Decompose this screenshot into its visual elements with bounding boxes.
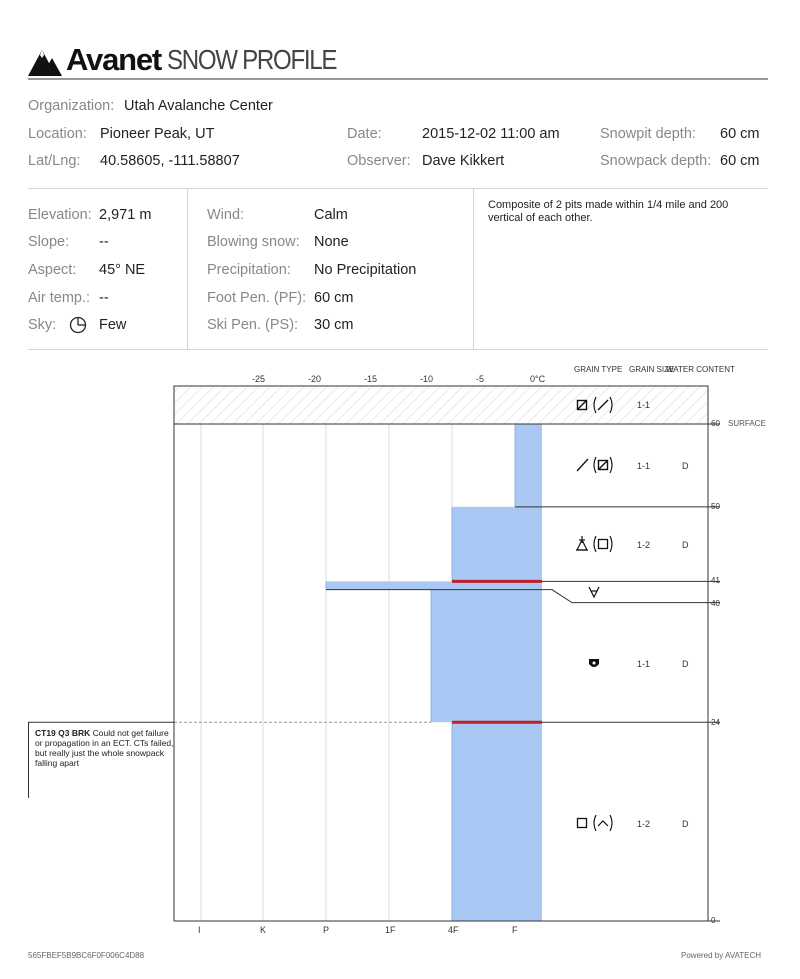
sky-label: Sky: [28, 317, 57, 333]
layer-water-content: D [682, 819, 689, 829]
ski-pen-label: Ski Pen. (PS): [207, 317, 299, 333]
stability-test-note [28, 722, 174, 798]
depth-hoar-in-parens-icon [594, 815, 612, 831]
layer-bar [515, 424, 542, 507]
faceted-icon [578, 819, 587, 828]
snowpit-depth-value: 60 cm [720, 126, 760, 142]
temp-tick: -5 [476, 374, 485, 384]
stability-test-comment: Could not get failure or propagation in an ECT. CTs failed, but really just the whole snowpack falling apart [35, 728, 174, 768]
rounded-in-parens-icon [594, 457, 612, 473]
hardness-tick: F [512, 925, 518, 935]
foot-pen-value: 60 cm [314, 290, 354, 306]
layer-water-content: D [682, 540, 689, 550]
layer-grain-size: 1-2 [637, 819, 651, 829]
grain-size-header: GRAIN SIZE [629, 365, 675, 374]
melt-freeze-icon [589, 659, 599, 667]
hardness-tick: K [260, 925, 267, 935]
grain-type-icons [576, 397, 612, 831]
depth-label: 40 [711, 599, 720, 608]
airtemp-label: Air temp.: [28, 290, 91, 306]
temp-tick: -25 [252, 374, 266, 384]
sky-few-icon [69, 316, 87, 334]
decomposing-icon [577, 459, 588, 471]
depth-label: 60 [711, 419, 720, 428]
surface-label: SURFACE [728, 419, 766, 428]
snowpack-depth-value: 60 cm [720, 153, 760, 169]
hardness-tick: P [323, 925, 330, 935]
location-value: Pioneer Peak, UT [100, 126, 215, 142]
powered-by: Powered by AVATECH [681, 951, 762, 960]
depth-label: 41 [711, 576, 720, 585]
wind-label: Wind: [207, 207, 245, 223]
depth-label: 24 [711, 718, 720, 727]
profile-notes: Composite of 2 pits made within 1/4 mile and 200 vertical of each other. [488, 199, 729, 224]
layer-bars [326, 424, 542, 921]
precipitation-label: Precipitation: [207, 262, 291, 278]
precipitation-value: No Precipitation [314, 262, 417, 278]
brand-name: Avanet [66, 42, 162, 77]
latlng-label: Lat/Lng: [28, 153, 81, 169]
organization-value: Utah Avalanche Center [124, 98, 273, 114]
faceted-rounded-icon [576, 536, 588, 550]
temp-tick: -20 [308, 374, 322, 384]
temp-tick: -10 [420, 374, 434, 384]
snow-profile-chart [0, 355, 800, 940]
layer-water-content: D [682, 461, 689, 471]
temp-tick: -15 [364, 374, 378, 384]
hardness-tick: 4F [448, 925, 459, 935]
elevation-value: 2,971 m [99, 207, 152, 223]
observer-value: Dave Kikkert [422, 153, 505, 169]
conditions-divider [28, 349, 768, 350]
temp-tick: 0°C [530, 374, 546, 384]
sky-value: Few [99, 317, 127, 333]
depth-label: 50 [711, 502, 720, 511]
aspect-label: Aspect: [28, 262, 77, 278]
date-value: 2015-12-02 11:00 am [422, 126, 560, 142]
stability-test-text [35, 728, 174, 768]
surface-air-band [174, 386, 708, 424]
page-title: SNOW PROFILE [167, 44, 337, 75]
layer-grain-size: 1-2 [637, 540, 651, 550]
slope-label: Slope: [28, 234, 70, 250]
latlng-value: 40.58605, -111.58807 [100, 153, 240, 169]
layer-water-content: D [682, 659, 689, 669]
layer-bar [452, 507, 542, 582]
depth-label: 0 [711, 916, 716, 925]
blowing-snow-value: None [314, 234, 349, 250]
aspect-value: 45° NE [99, 262, 146, 278]
conditions-separator-right [473, 189, 474, 349]
brand-logo [28, 40, 364, 76]
hardness-tick: 1F [385, 925, 396, 935]
snowpit-depth-label: Snowpit depth: [600, 126, 696, 142]
faceted-in-parens-icon [594, 536, 612, 552]
snowpack-depth-label: Snowpack depth: [600, 153, 712, 169]
water-content-header: WATER CONTENT [666, 365, 735, 374]
conditions-separator-left [187, 189, 188, 349]
slope-value: -- [99, 234, 109, 250]
layer-grain-size: 1-1 [637, 461, 651, 471]
layer-bar [452, 722, 542, 921]
stability-test-code: CT19 Q3 BRK [35, 728, 91, 738]
date-label: Date: [347, 126, 382, 142]
hardness-tick: I [198, 925, 201, 935]
wind-value: Calm [314, 207, 348, 223]
surface-grain-size: 1-1 [637, 400, 651, 410]
location-label: Location: [28, 126, 87, 142]
airtemp-value: -- [99, 290, 109, 306]
blowing-snow-label: Blowing snow: [207, 234, 300, 250]
layer-grain-size: 1-1 [637, 659, 651, 669]
elevation-label: Elevation: [28, 207, 92, 223]
grain-type-header: GRAIN TYPE [574, 365, 623, 374]
layer-bar [431, 590, 542, 723]
layer-boundaries [28, 507, 720, 921]
header-divider [28, 78, 768, 80]
mountain-logo-icon [28, 46, 62, 76]
ski-pen-value: 30 cm [314, 317, 354, 333]
observer-label: Observer: [347, 153, 411, 169]
profile-id: 565FBEF5B9BC6F0F006C4D88 [28, 951, 145, 960]
organization-label: Organization: [28, 98, 115, 114]
foot-pen-label: Foot Pen. (PF): [207, 290, 307, 306]
info-divider [28, 188, 768, 189]
surface-hoar-icon [589, 587, 599, 597]
